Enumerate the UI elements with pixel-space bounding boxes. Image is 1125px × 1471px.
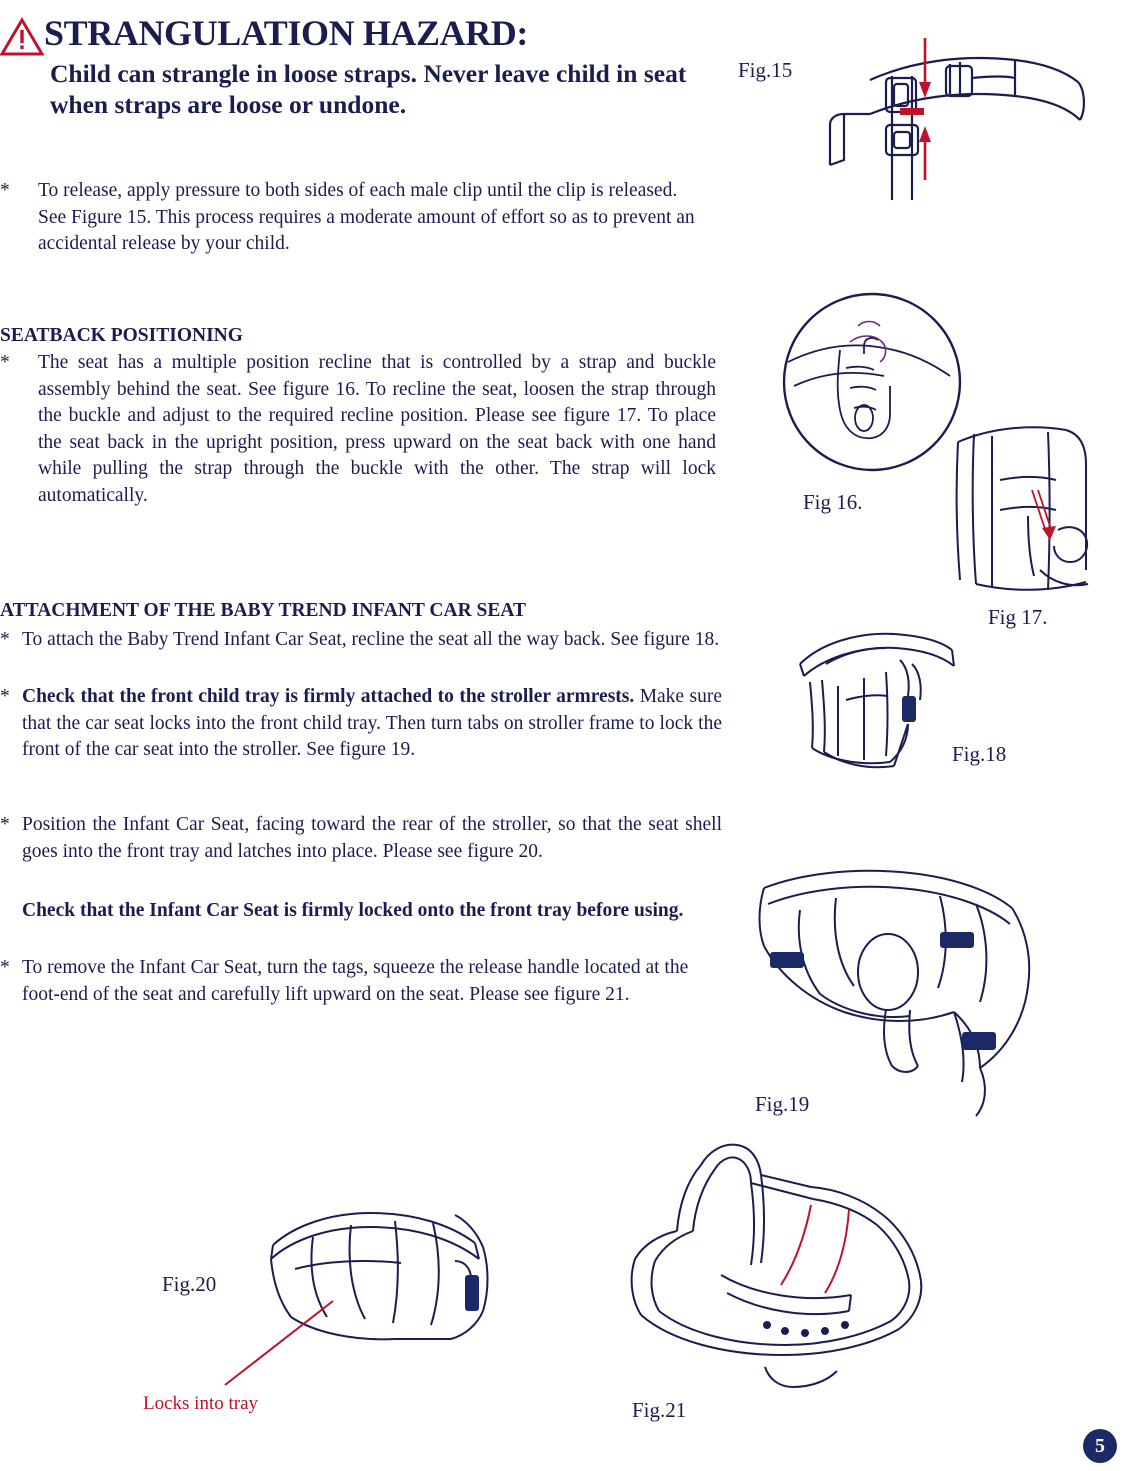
seatback-bullet (0, 350, 716, 509)
figure-19-illustration (740, 860, 1050, 1130)
release-bullet (0, 178, 710, 258)
attachment-item-2-rest: Make sure that the car seat locks into the front child tray. Then turn tabs on stroller frame to lock the front of the car seat into the stroller. See figure 19. (22, 686, 722, 760)
figure-18-label: Fig.18 (952, 742, 1007, 766)
figure-17-label: Fig 17. (988, 605, 1048, 629)
figure-15-illustration (800, 20, 1100, 220)
attachment-item-2 (0, 684, 722, 764)
figure-21-label: Fig.21 (632, 1398, 687, 1422)
page-number-badge: 5 (1083, 1429, 1117, 1463)
warning-subtitle: Child can strangle in loose straps. Never leave child in seat when straps are loose or undone. (50, 59, 687, 119)
attachment-item-1 (0, 627, 722, 654)
figure-19-label: Fig.19 (755, 1092, 810, 1116)
attachment-item-3-text: Position the Infant Car Seat, facing toward the rear of the stroller, so that the seat shell goes into the front tray and latches into place. Please see figure 20. (22, 814, 722, 862)
bullet-star: * (0, 814, 10, 835)
figure-21-illustration (615, 1135, 955, 1405)
bullet-star: * (0, 180, 10, 201)
attachment-item-4 (0, 955, 722, 1008)
warning-heading-row (0, 14, 715, 54)
figure-17-illustration (940, 420, 1110, 610)
figure-16-label: Fig 16. (803, 490, 863, 514)
bullet-star: * (0, 352, 10, 373)
attachment-item-2-bold: Check that the front child tray is firmly attached to the stroller armrests. (22, 686, 635, 707)
bullet-star: * (0, 957, 10, 978)
figure-15-label: Fig.15 (738, 58, 793, 82)
bullet-star: * (0, 629, 10, 650)
locks-into-tray-leader (215, 1295, 345, 1395)
figure-20-label: Fig.20 (162, 1272, 217, 1296)
attachment-item-1-text: To attach the Baby Trend Infant Car Seat, recline the seat all the way back. See figure 18. (22, 629, 720, 650)
figure-18-illustration (790, 620, 970, 790)
attachment-item-2-text (22, 684, 722, 764)
locks-into-tray-label: Locks into tray (143, 1393, 259, 1414)
warning-title: STRANGULATION HAZARD: (44, 13, 528, 53)
attachment-item-3-bold: Check that the Infant Car Seat is firmly locked onto the front tray before using. (22, 900, 684, 921)
seatback-text: The seat has a multiple position recline that is controlled by a strap and buckle assembly behind the seat. See figure 16. To recline the seat, loosen the strap through the buckle and adjust to the required recline position. Please see figure 17. To place the seat back in the upright position, press upward on the seat back with one hand while pulling the strap through the buckle with the other. The strap will lock automatically. (38, 352, 716, 506)
warning-block (0, 14, 715, 120)
attachment-heading: ATTACHMENT OF THE BABY TREND INFANT CAR SEAT (0, 600, 527, 621)
warning-triangle-icon (0, 17, 44, 57)
attachment-item-3 (0, 812, 722, 865)
seatback-heading: SEATBACK POSITIONING (0, 325, 243, 346)
release-text: To release, apply pressure to both sides of each male clip until the clip is released. See Figure 15. This process requires a moderate amount of effort so as to prevent an accidental release by your child. (38, 180, 695, 254)
bullet-star: * (0, 686, 10, 707)
attachment-item-4-text: To remove the Infant Car Seat, turn the tags, squeeze the release handle located at the foot-end of the seat and carefully lift upward on the seat. Please see figure 21. (22, 957, 689, 1005)
